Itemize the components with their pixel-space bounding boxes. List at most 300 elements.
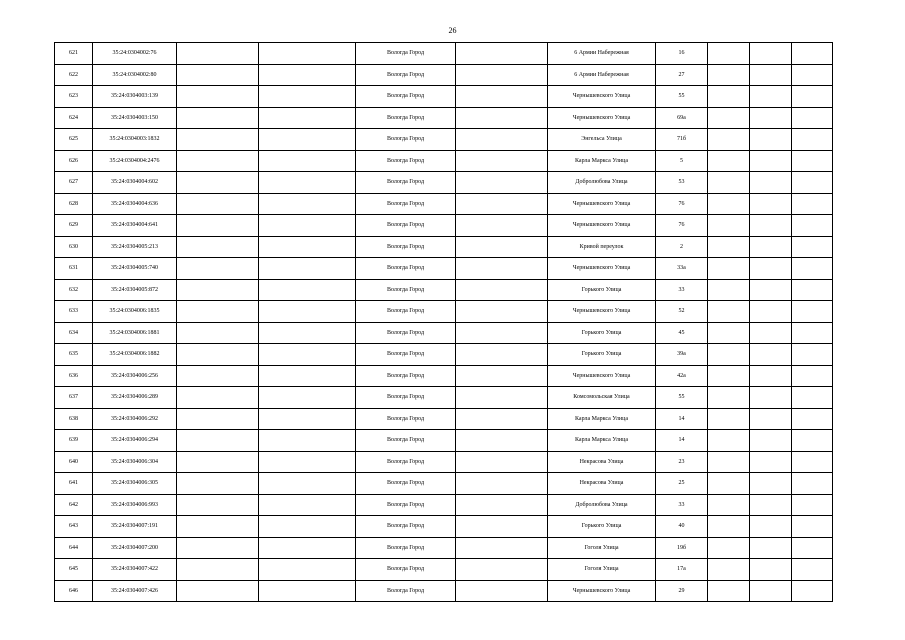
empty-cell — [177, 451, 259, 473]
empty-cell — [750, 537, 792, 559]
empty-cell — [177, 344, 259, 366]
table-row — [55, 430, 833, 452]
empty-cell — [792, 107, 833, 129]
table-row — [55, 580, 833, 602]
house-number-cell: 76 — [656, 215, 708, 237]
empty-cell — [259, 365, 356, 387]
row-number-cell: 636 — [55, 365, 93, 387]
empty-cell — [456, 365, 548, 387]
cadastral-number-cell: 35:24:0304004:641 — [93, 215, 177, 237]
empty-cell — [750, 86, 792, 108]
table-row — [55, 172, 833, 194]
cadastral-number-cell: 35:24:0304005:740 — [93, 258, 177, 280]
locality-cell: Вологда Город — [356, 537, 456, 559]
empty-cell — [792, 301, 833, 323]
empty-cell — [259, 43, 356, 65]
locality-cell: Вологда Город — [356, 258, 456, 280]
empty-cell — [792, 172, 833, 194]
empty-cell — [708, 107, 750, 129]
house-number-cell: 42а — [656, 365, 708, 387]
row-number-cell: 627 — [55, 172, 93, 194]
cadastral-number-cell: 35:24:0304006:305 — [93, 473, 177, 495]
empty-cell — [792, 408, 833, 430]
empty-cell — [750, 64, 792, 86]
table-row — [55, 64, 833, 86]
street-cell: 6 Армии Набережная — [548, 64, 656, 86]
empty-cell — [177, 107, 259, 129]
empty-cell — [259, 537, 356, 559]
empty-cell — [792, 236, 833, 258]
street-cell: Горького Улица — [548, 516, 656, 538]
house-number-cell: 2 — [656, 236, 708, 258]
cadastral-number-cell: 35:24:0304002:80 — [93, 64, 177, 86]
empty-cell — [792, 559, 833, 581]
cadastral-number-cell: 35:24:0304003:150 — [93, 107, 177, 129]
cadastral-number-cell: 35:24:0304004:602 — [93, 172, 177, 194]
row-number-cell: 645 — [55, 559, 93, 581]
cadastral-number-cell: 35:24:0304007:426 — [93, 580, 177, 602]
empty-cell — [792, 473, 833, 495]
empty-cell — [708, 215, 750, 237]
locality-cell: Вологда Город — [356, 129, 456, 151]
locality-cell: Вологда Город — [356, 64, 456, 86]
house-number-cell: 33а — [656, 258, 708, 280]
empty-cell — [792, 344, 833, 366]
empty-cell — [708, 516, 750, 538]
table-row — [55, 451, 833, 473]
empty-cell — [708, 301, 750, 323]
cadastral-number-cell: 35:24:0304003:1832 — [93, 129, 177, 151]
house-number-cell: 14 — [656, 408, 708, 430]
row-number-cell: 644 — [55, 537, 93, 559]
empty-cell — [177, 236, 259, 258]
locality-cell: Вологда Город — [356, 193, 456, 215]
house-number-cell: 19б — [656, 537, 708, 559]
street-cell: Гоголя Улица — [548, 537, 656, 559]
house-number-cell: 33 — [656, 494, 708, 516]
street-cell: Чернышевского Улица — [548, 193, 656, 215]
empty-cell — [177, 86, 259, 108]
empty-cell — [259, 322, 356, 344]
cadastral-number-cell: 35:24:0304002:76 — [93, 43, 177, 65]
empty-cell — [259, 107, 356, 129]
empty-cell — [708, 537, 750, 559]
locality-cell: Вологда Город — [356, 408, 456, 430]
table-row — [55, 387, 833, 409]
empty-cell — [456, 387, 548, 409]
locality-cell: Вологда Город — [356, 43, 456, 65]
empty-cell — [750, 43, 792, 65]
empty-cell — [259, 473, 356, 495]
table-row — [55, 365, 833, 387]
cadastral-number-cell: 35:24:0304006:294 — [93, 430, 177, 452]
empty-cell — [750, 365, 792, 387]
table-row — [55, 193, 833, 215]
empty-cell — [750, 580, 792, 602]
empty-cell — [259, 494, 356, 516]
cadastral-number-cell: 35:24:0304006:993 — [93, 494, 177, 516]
empty-cell — [177, 64, 259, 86]
empty-cell — [750, 408, 792, 430]
row-number-cell: 632 — [55, 279, 93, 301]
street-cell: Гоголя Улица — [548, 559, 656, 581]
empty-cell — [177, 537, 259, 559]
row-number-cell: 640 — [55, 451, 93, 473]
empty-cell — [456, 258, 548, 280]
table-row — [55, 494, 833, 516]
empty-cell — [456, 430, 548, 452]
row-number-cell: 633 — [55, 301, 93, 323]
locality-cell: Вологда Город — [356, 516, 456, 538]
empty-cell — [177, 279, 259, 301]
empty-cell — [259, 559, 356, 581]
cadastral-number-cell: 35:24:0304005:213 — [93, 236, 177, 258]
house-number-cell: 76 — [656, 193, 708, 215]
locality-cell: Вологда Город — [356, 559, 456, 581]
empty-cell — [259, 279, 356, 301]
empty-cell — [792, 537, 833, 559]
house-number-cell: 55 — [656, 387, 708, 409]
empty-cell — [708, 430, 750, 452]
empty-cell — [750, 451, 792, 473]
empty-cell — [177, 516, 259, 538]
empty-cell — [708, 322, 750, 344]
empty-cell — [750, 387, 792, 409]
locality-cell: Вологда Город — [356, 387, 456, 409]
table-row — [55, 301, 833, 323]
empty-cell — [708, 236, 750, 258]
empty-cell — [259, 236, 356, 258]
house-number-cell: 29 — [656, 580, 708, 602]
empty-cell — [792, 430, 833, 452]
row-number-cell: 628 — [55, 193, 93, 215]
empty-cell — [750, 516, 792, 538]
row-number-cell: 638 — [55, 408, 93, 430]
empty-cell — [750, 322, 792, 344]
empty-cell — [456, 43, 548, 65]
empty-cell — [456, 129, 548, 151]
street-cell: Некрасова Улица — [548, 473, 656, 495]
row-number-cell: 629 — [55, 215, 93, 237]
locality-cell: Вологда Город — [356, 451, 456, 473]
table-row — [55, 344, 833, 366]
empty-cell — [792, 193, 833, 215]
street-cell: Горького Улица — [548, 279, 656, 301]
row-number-cell: 634 — [55, 322, 93, 344]
table-row — [55, 150, 833, 172]
empty-cell — [177, 193, 259, 215]
house-number-cell: 14 — [656, 430, 708, 452]
registry-table — [54, 42, 833, 602]
empty-cell — [750, 301, 792, 323]
empty-cell — [456, 322, 548, 344]
empty-cell — [177, 150, 259, 172]
empty-cell — [177, 430, 259, 452]
row-number-cell: 639 — [55, 430, 93, 452]
cadastral-number-cell: 35:24:0304006:1882 — [93, 344, 177, 366]
empty-cell — [177, 408, 259, 430]
house-number-cell: 16 — [656, 43, 708, 65]
empty-cell — [750, 258, 792, 280]
row-number-cell: 623 — [55, 86, 93, 108]
empty-cell — [750, 279, 792, 301]
empty-cell — [792, 215, 833, 237]
street-cell: Чернышевского Улица — [548, 258, 656, 280]
row-number-cell: 637 — [55, 387, 93, 409]
locality-cell: Вологда Город — [356, 580, 456, 602]
cadastral-number-cell: 35:24:0304006:304 — [93, 451, 177, 473]
row-number-cell: 625 — [55, 129, 93, 151]
table-row — [55, 43, 833, 65]
street-cell: Энгельса Улица — [548, 129, 656, 151]
cadastral-number-cell: 35:24:0304005:872 — [93, 279, 177, 301]
cadastral-number-cell: 35:24:0304007:191 — [93, 516, 177, 538]
row-number-cell: 641 — [55, 473, 93, 495]
street-cell: Кривой переулок — [548, 236, 656, 258]
empty-cell — [456, 193, 548, 215]
table-row — [55, 559, 833, 581]
street-cell: Некрасова Улица — [548, 451, 656, 473]
street-cell: Добролюбова Улица — [548, 172, 656, 194]
house-number-cell: 33 — [656, 279, 708, 301]
locality-cell: Вологда Город — [356, 301, 456, 323]
empty-cell — [708, 86, 750, 108]
locality-cell: Вологда Город — [356, 107, 456, 129]
table-row — [55, 258, 833, 280]
empty-cell — [177, 559, 259, 581]
row-number-cell: 642 — [55, 494, 93, 516]
empty-cell — [259, 258, 356, 280]
table-row — [55, 516, 833, 538]
street-cell: 6 Армии Набережная — [548, 43, 656, 65]
house-number-cell: 25 — [656, 473, 708, 495]
street-cell: Горького Улица — [548, 344, 656, 366]
empty-cell — [750, 236, 792, 258]
empty-cell — [456, 64, 548, 86]
cadastral-number-cell: 35:24:0304006:1881 — [93, 322, 177, 344]
empty-cell — [456, 86, 548, 108]
empty-cell — [708, 451, 750, 473]
empty-cell — [792, 86, 833, 108]
empty-cell — [456, 516, 548, 538]
house-number-cell: 5 — [656, 150, 708, 172]
empty-cell — [750, 430, 792, 452]
empty-cell — [177, 301, 259, 323]
row-number-cell: 635 — [55, 344, 93, 366]
empty-cell — [177, 365, 259, 387]
street-cell: Чернышевского Улица — [548, 365, 656, 387]
empty-cell — [708, 408, 750, 430]
row-number-cell: 646 — [55, 580, 93, 602]
empty-cell — [750, 107, 792, 129]
cadastral-number-cell: 35:24:0304006:289 — [93, 387, 177, 409]
empty-cell — [792, 580, 833, 602]
empty-cell — [177, 258, 259, 280]
locality-cell: Вологда Город — [356, 473, 456, 495]
empty-cell — [259, 129, 356, 151]
empty-cell — [750, 150, 792, 172]
locality-cell: Вологда Город — [356, 236, 456, 258]
empty-cell — [259, 344, 356, 366]
empty-cell — [792, 365, 833, 387]
empty-cell — [177, 43, 259, 65]
empty-cell — [792, 387, 833, 409]
empty-cell — [177, 322, 259, 344]
empty-cell — [792, 279, 833, 301]
cadastral-number-cell: 35:24:0304004:2476 — [93, 150, 177, 172]
empty-cell — [259, 172, 356, 194]
empty-cell — [456, 408, 548, 430]
empty-cell — [750, 215, 792, 237]
empty-cell — [177, 580, 259, 602]
table-body — [55, 43, 833, 602]
empty-cell — [708, 150, 750, 172]
empty-cell — [456, 451, 548, 473]
locality-cell: Вологда Город — [356, 150, 456, 172]
cadastral-number-cell: 35:24:0304003:139 — [93, 86, 177, 108]
empty-cell — [456, 559, 548, 581]
empty-cell — [177, 387, 259, 409]
empty-cell — [456, 150, 548, 172]
house-number-cell: 55 — [656, 86, 708, 108]
empty-cell — [259, 580, 356, 602]
empty-cell — [259, 86, 356, 108]
row-number-cell: 643 — [55, 516, 93, 538]
street-cell: Карла Маркса Улица — [548, 430, 656, 452]
street-cell: Горького Улица — [548, 322, 656, 344]
street-cell: Добролюбова Улица — [548, 494, 656, 516]
house-number-cell: 23 — [656, 451, 708, 473]
locality-cell: Вологда Город — [356, 322, 456, 344]
empty-cell — [259, 301, 356, 323]
row-number-cell: 621 — [55, 43, 93, 65]
empty-cell — [259, 193, 356, 215]
empty-cell — [708, 559, 750, 581]
cadastral-number-cell: 35:24:0304004:636 — [93, 193, 177, 215]
empty-cell — [792, 258, 833, 280]
street-cell: Карла Маркса Улица — [548, 150, 656, 172]
street-cell: Карла Маркса Улица — [548, 408, 656, 430]
empty-cell — [708, 43, 750, 65]
empty-cell — [708, 279, 750, 301]
table-row — [55, 279, 833, 301]
empty-cell — [177, 129, 259, 151]
locality-cell: Вологда Город — [356, 430, 456, 452]
empty-cell — [456, 494, 548, 516]
cadastral-number-cell: 35:24:0304007:422 — [93, 559, 177, 581]
empty-cell — [456, 279, 548, 301]
locality-cell: Вологда Город — [356, 279, 456, 301]
empty-cell — [456, 236, 548, 258]
empty-cell — [708, 258, 750, 280]
empty-cell — [708, 172, 750, 194]
street-cell: Чернышевского Улица — [548, 86, 656, 108]
empty-cell — [750, 494, 792, 516]
empty-cell — [708, 387, 750, 409]
empty-cell — [456, 537, 548, 559]
house-number-cell: 45 — [656, 322, 708, 344]
empty-cell — [177, 172, 259, 194]
empty-cell — [708, 473, 750, 495]
house-number-cell: 52 — [656, 301, 708, 323]
table-row — [55, 473, 833, 495]
cadastral-number-cell: 35:24:0304006:256 — [93, 365, 177, 387]
cadastral-number-cell: 35:24:0304006:1835 — [93, 301, 177, 323]
empty-cell — [177, 494, 259, 516]
empty-cell — [792, 322, 833, 344]
row-number-cell: 622 — [55, 64, 93, 86]
table-row — [55, 86, 833, 108]
table-row — [55, 107, 833, 129]
street-cell: Комсомольская Улица — [548, 387, 656, 409]
empty-cell — [708, 344, 750, 366]
house-number-cell: 17а — [656, 559, 708, 581]
house-number-cell: 53 — [656, 172, 708, 194]
locality-cell: Вологда Город — [356, 344, 456, 366]
empty-cell — [177, 473, 259, 495]
street-cell: Чернышевского Улица — [548, 301, 656, 323]
empty-cell — [259, 516, 356, 538]
row-number-cell: 626 — [55, 150, 93, 172]
empty-cell — [792, 494, 833, 516]
table-row — [55, 236, 833, 258]
empty-cell — [750, 193, 792, 215]
empty-cell — [456, 301, 548, 323]
table-row — [55, 129, 833, 151]
cadastral-number-cell: 35:24:0304006:292 — [93, 408, 177, 430]
empty-cell — [792, 129, 833, 151]
empty-cell — [456, 473, 548, 495]
empty-cell — [259, 430, 356, 452]
empty-cell — [750, 129, 792, 151]
empty-cell — [259, 451, 356, 473]
empty-cell — [750, 344, 792, 366]
cadastral-number-cell: 35:24:0304007:200 — [93, 537, 177, 559]
empty-cell — [259, 64, 356, 86]
empty-cell — [259, 408, 356, 430]
empty-cell — [708, 494, 750, 516]
empty-cell — [259, 387, 356, 409]
empty-cell — [792, 64, 833, 86]
empty-cell — [708, 64, 750, 86]
empty-cell — [792, 451, 833, 473]
row-number-cell: 624 — [55, 107, 93, 129]
empty-cell — [456, 580, 548, 602]
locality-cell: Вологда Город — [356, 86, 456, 108]
empty-cell — [708, 193, 750, 215]
empty-cell — [456, 215, 548, 237]
table-row — [55, 322, 833, 344]
empty-cell — [750, 473, 792, 495]
street-cell: Чернышевского Улица — [548, 215, 656, 237]
empty-cell — [792, 516, 833, 538]
empty-cell — [259, 215, 356, 237]
table-row — [55, 408, 833, 430]
locality-cell: Вологда Город — [356, 365, 456, 387]
empty-cell — [456, 107, 548, 129]
empty-cell — [708, 580, 750, 602]
street-cell: Чернышевского Улица — [548, 107, 656, 129]
house-number-cell: 40 — [656, 516, 708, 538]
empty-cell — [177, 215, 259, 237]
empty-cell — [750, 172, 792, 194]
table-row — [55, 537, 833, 559]
locality-cell: Вологда Город — [356, 494, 456, 516]
row-number-cell: 631 — [55, 258, 93, 280]
street-cell: Чернышевского Улица — [548, 580, 656, 602]
empty-cell — [792, 150, 833, 172]
house-number-cell: 27 — [656, 64, 708, 86]
